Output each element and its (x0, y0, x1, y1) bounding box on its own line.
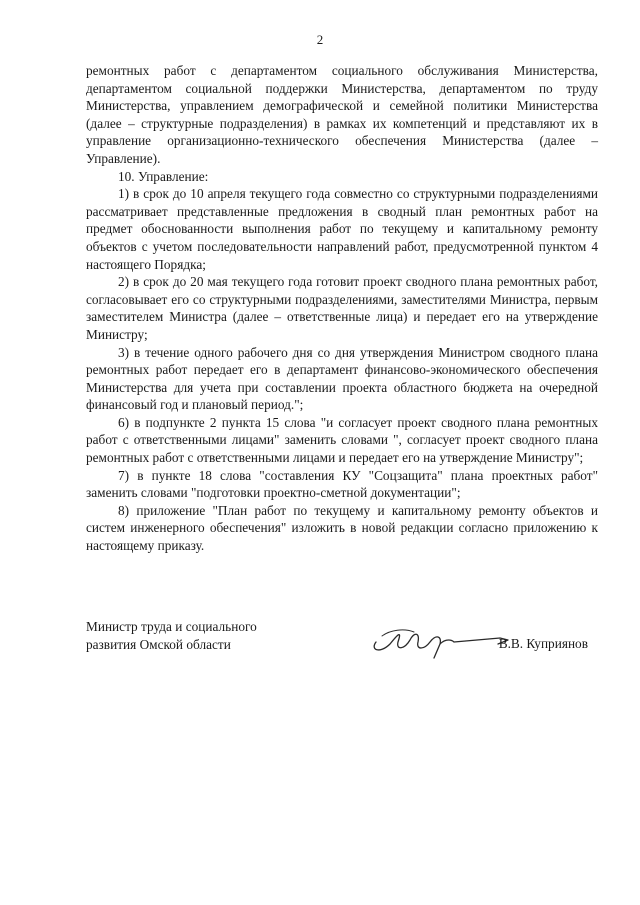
signatory-title-line-1: Министр труда и социального (86, 619, 257, 634)
signature-block (86, 618, 598, 662)
paragraph-continuation: ремонтных работ с департаментом социального обслуживания Министерства, департаментом социальной поддержки Министерства, департаментом по труду Министерства, управлением демографической и семейной политики Министерства (далее – структурные подразделения) в рамках их компетенций и представляют их в управление организационно-технического обеспечения Министерства (далее – Управление). (86, 63, 598, 166)
paragraph-amendment-6: 6) в подпункте 2 пункта 15 слова "и согласует проект сводного плана ремонтных работ с ответственными лицами" заменить словами ", согласует проект сводного плана ремонтных работ с ответственными лицами и передает его на утверждение Министру"; (86, 414, 598, 466)
paragraph-amendment-8: 8) приложение "План работ по текущему и капитальному ремонту объектов и систем инженерного обеспечения" изложить в новой редакции согласно приложению к настоящему приказу. (86, 502, 598, 554)
paragraph-subitem-2: 2) в срок до 20 мая текущего года готовит проект сводного плана ремонтных работ, согласовывает его со структурными подразделениями, заместителями Министра, первым заместителем Министра (далее – ответственные лица) и передает его на утверждение Министру; (86, 274, 598, 342)
paragraph-item-10: 10. Управление: (118, 168, 209, 184)
paragraph-subitem-3: 3) в течение одного рабочего дня со дня утверждения Министром сводного плана ремонтных работ передает его в департамент финансово-экономического обеспечения Министерства для учета при составлении проекта областного бюджета на очередной финансовый год и плановый период."; (86, 344, 598, 413)
signatory-title-line-2: развития Омской области (86, 636, 231, 652)
document-body (86, 62, 598, 555)
page-number: 2 (316, 32, 324, 47)
handwritten-signature-image (368, 620, 518, 660)
signatory-name: В.В. Куприянов (498, 636, 588, 651)
paragraph-amendment-7: 7) в пункте 18 слова "составления КУ "Соцзащита" плана проектных работ" заменить словами "подготовки проектно-сметной документации"; (86, 467, 598, 501)
signatory-title (86, 618, 257, 653)
paragraph-subitem-1: 1) в срок до 10 апреля текущего года совместно со структурными подразделениями рассматривает представленные предложения в сводный план ремонтных работ на предмет обоснованности выполнения работ по текущему и капитальному ремонту объектов с учетом последовательности направлений работ, предусмотренной пунктом 4 настоящего Порядка; (86, 186, 598, 272)
